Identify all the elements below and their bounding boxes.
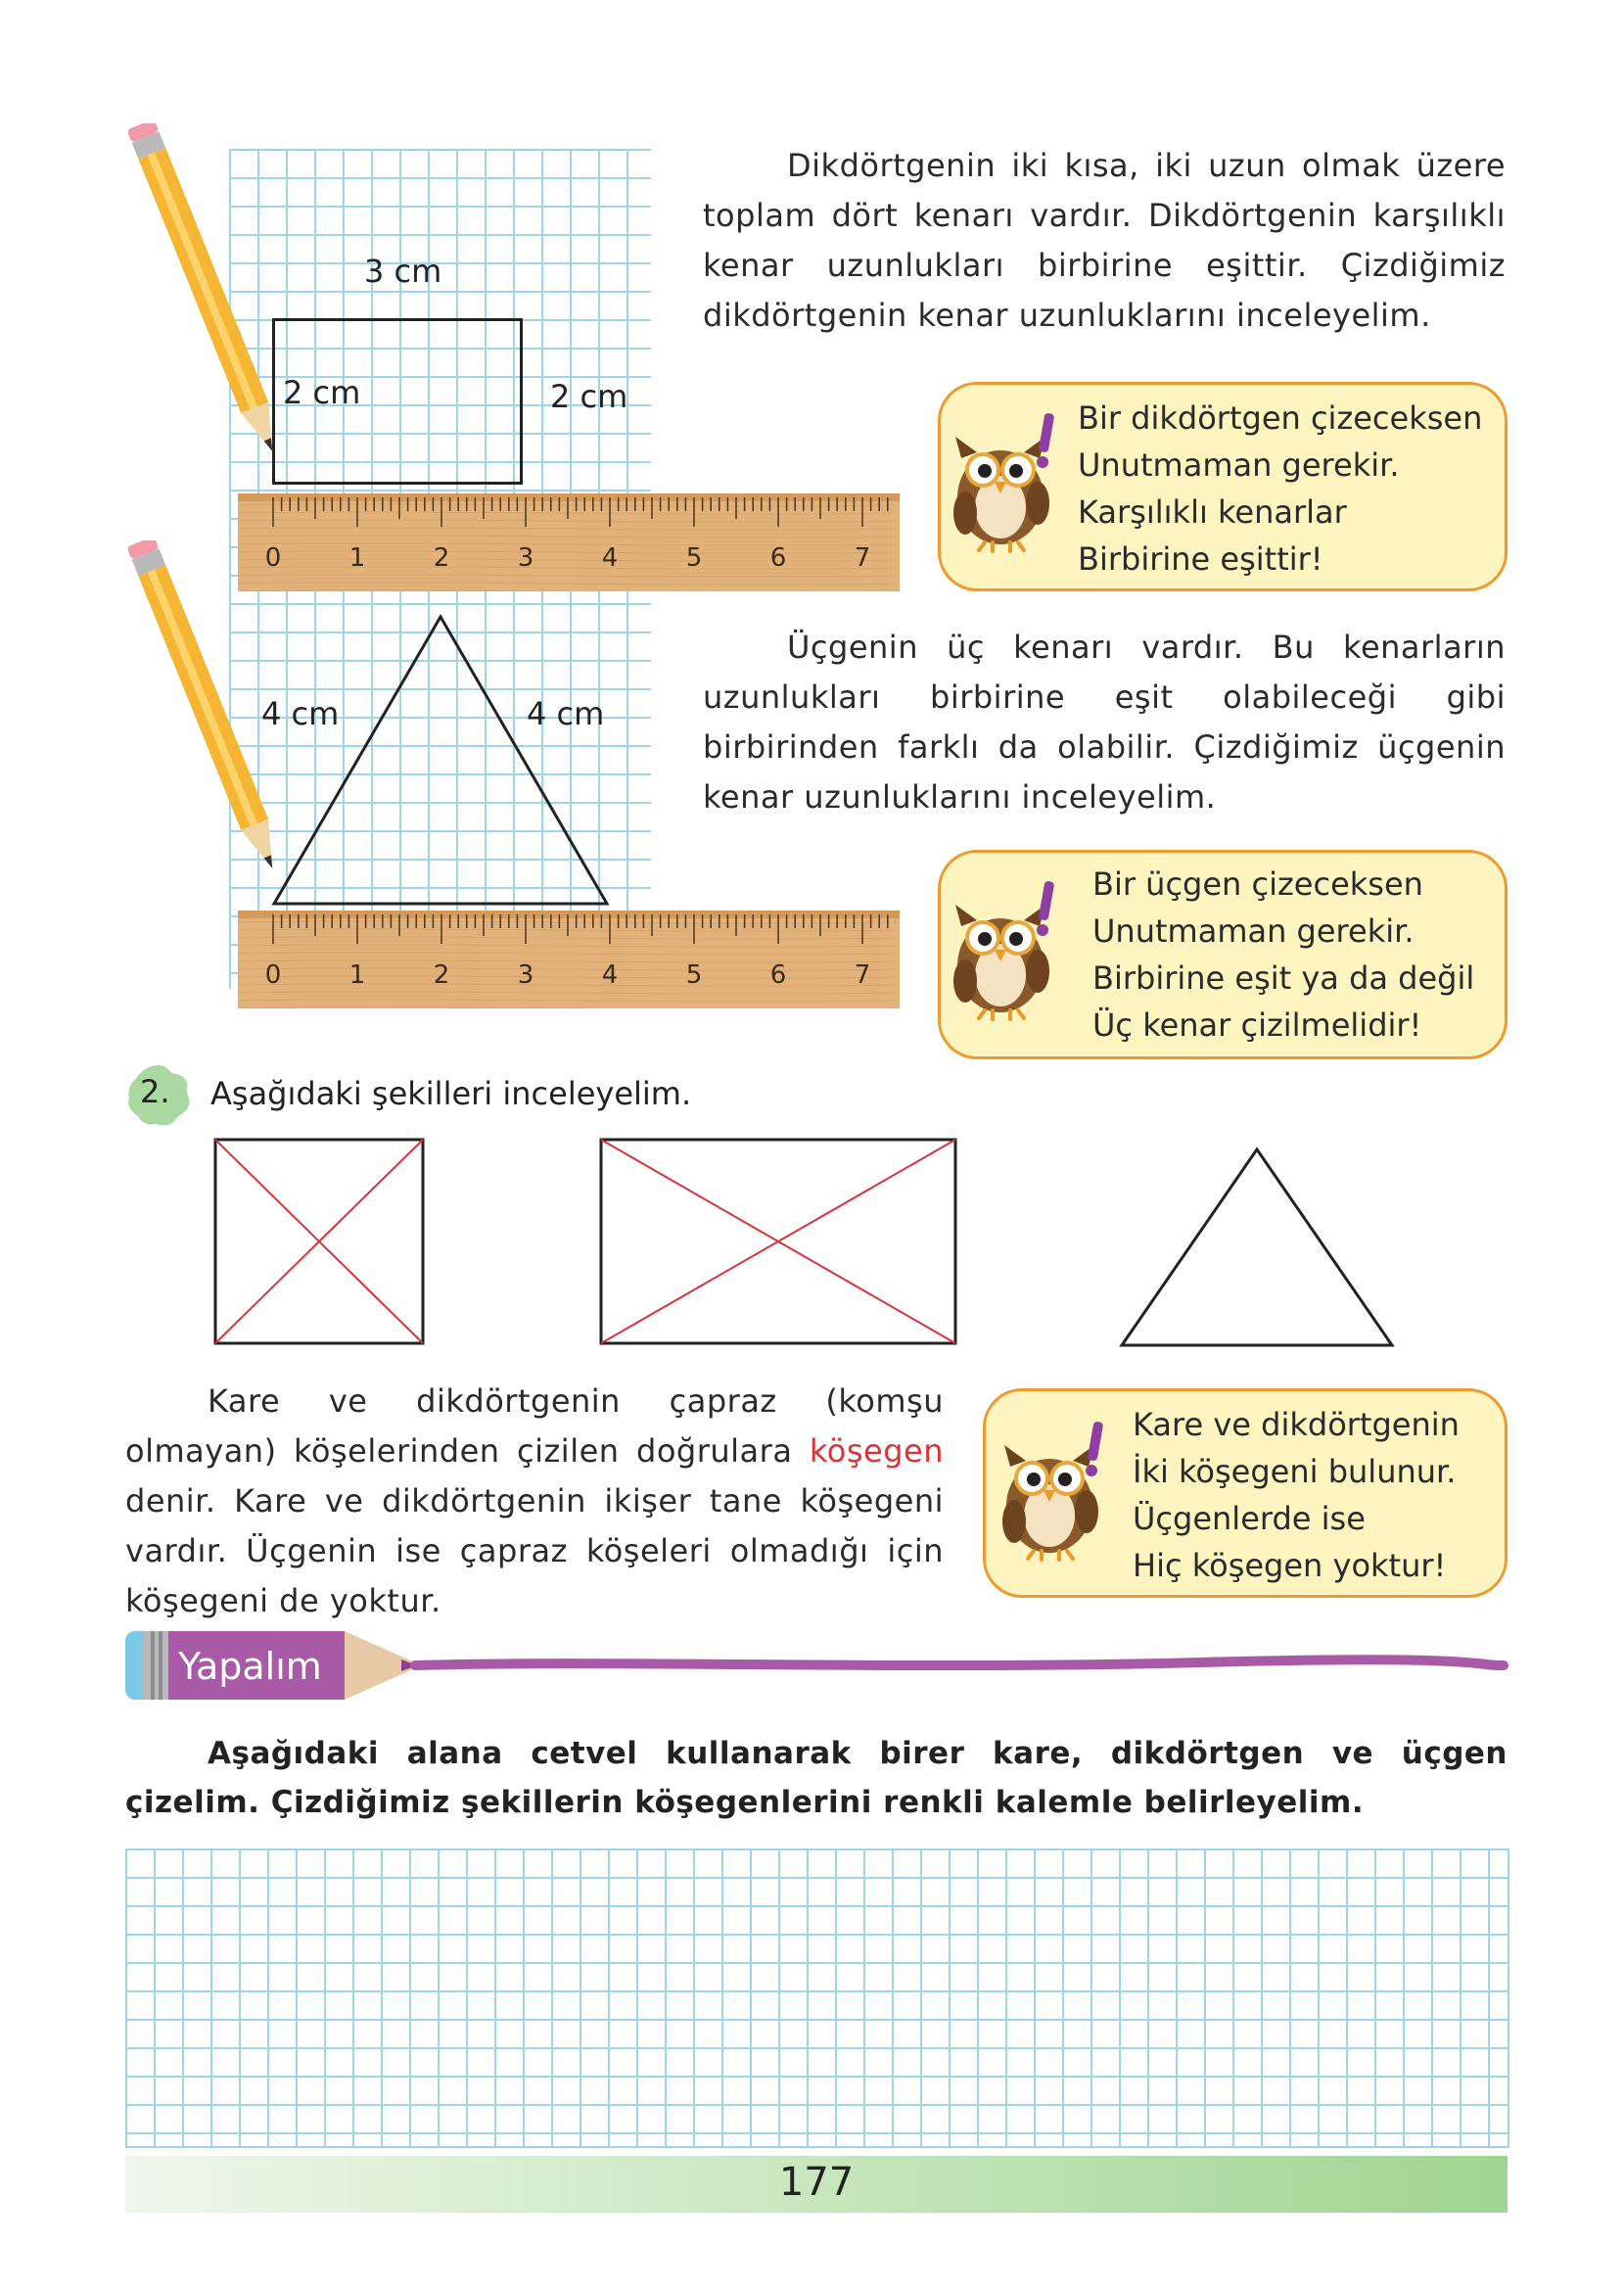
bubble-line: Karşılıklı kenarlar (1078, 493, 1347, 531)
ruler-number: 7 (854, 960, 871, 990)
bubble-line: Bir dikdörtgen çizeceksen (1078, 399, 1483, 437)
bubble-line: Hiç köşegen yoktur! (1133, 1547, 1447, 1584)
ruler-number: 2 (433, 960, 450, 990)
rect-label-top: 3 cm (364, 253, 442, 290)
ruler-number: 3 (517, 960, 534, 990)
ruler-number: 1 (348, 960, 366, 990)
ruler-number: 0 (264, 960, 282, 990)
ruler-number: 7 (854, 543, 871, 573)
square-with-diagonals (213, 1138, 427, 1347)
ruler-number: 0 (264, 543, 282, 573)
owl-icon (991, 1418, 1118, 1565)
ruler-number: 4 (601, 543, 619, 573)
ruler-number: 5 (685, 960, 703, 990)
diagonal-paragraph (125, 1377, 944, 1626)
ruler-number: 6 (769, 543, 787, 573)
page-number: 177 (778, 2160, 855, 2205)
ruler-number: 3 (517, 543, 534, 573)
rectangle-with-diagonals (599, 1138, 959, 1347)
yapalim-label: Yapalım (178, 1645, 322, 1688)
exercise-title: Aşağıdaki şekilleri inceleyelim. (210, 1075, 692, 1112)
bubble-line: Unutmaman gerekir. (1078, 446, 1400, 484)
diagonal-text-before: Kare ve dikdörtgenin çapraz (komşu olmayan) köşelerinden çizilen doğrulara (125, 1382, 944, 1470)
keyword-kosegen: köşegen (809, 1432, 944, 1470)
ruler-number: 5 (685, 543, 703, 573)
bubble-line: Unutmaman gerekir. (1092, 912, 1415, 950)
example-triangle (264, 607, 617, 911)
tri-label-right: 4 cm (527, 695, 605, 732)
bubble-line: İki köşegeni bulunur. (1133, 1453, 1457, 1490)
ruler-number: 4 (601, 960, 619, 990)
bubble-line: Üçgenlerde ise (1133, 1500, 1366, 1537)
rect-label-left: 2 cm (283, 374, 361, 411)
owl-icon (942, 409, 1069, 556)
exercise-number: 2. (140, 1073, 170, 1110)
ruler-number: 6 (769, 960, 787, 990)
bubble-line: Bir üçgen çizeceksen (1092, 865, 1423, 903)
pencil-icon (116, 540, 282, 912)
triangle-paragraph: Üçgenin üç kenarı vardır. Bu kenarların uzunlukları birbirine eşit olabileceği gibi birbirinden farklı da olabilir. Çizdiğimiz üçgenin kenar uzunluklarını inceleyelim. (703, 629, 1506, 816)
triangle-no-diagonals (1118, 1146, 1396, 1349)
bubble-line: Kare ve dikdörtgenin (1133, 1406, 1460, 1443)
drawing-area-grid[interactable] (125, 1848, 1509, 2148)
ruler (238, 911, 900, 1008)
owl-icon (942, 877, 1069, 1024)
ruler-number: 1 (348, 543, 366, 573)
ruler (238, 493, 900, 591)
yapalim-pencil-banner (123, 1627, 1513, 1706)
ruler-number: 2 (433, 543, 450, 573)
rectangle-paragraph: Dikdörtgenin iki kısa, iki uzun olmak üzere toplam dört kenarı vardır. Dikdörtgenin karşılıklı kenar uzunlukları birbirine eşittir. Çizdiğimiz dikdörtgenin kenar uzunluklarını inceleyelim. (703, 147, 1506, 334)
tri-label-left: 4 cm (261, 695, 340, 732)
bubble-line: Üç kenar çizilmelidir! (1092, 1006, 1422, 1044)
diagonal-text-after: denir. Kare ve dikdörtgenin ikişer tane köşegeni vardır. Üçgenin ise çapraz köşeleri olmadığı için köşegeni de yoktur. (125, 1482, 944, 1619)
pencil-icon (116, 123, 282, 495)
bubble-line: Birbirine eşit ya da değil (1092, 959, 1475, 997)
bubble-line: Birbirine eşittir! (1078, 540, 1323, 578)
yapalim-instruction: Aşağıdaki alana cetvel kullanarak birer kare, dikdörtgen ve üçgen çizelim. Çizdiğimiz şekillerin köşegenlerini renkli kalemle belirleyelim. (125, 1736, 1508, 1820)
rect-label-right: 2 cm (550, 378, 628, 415)
